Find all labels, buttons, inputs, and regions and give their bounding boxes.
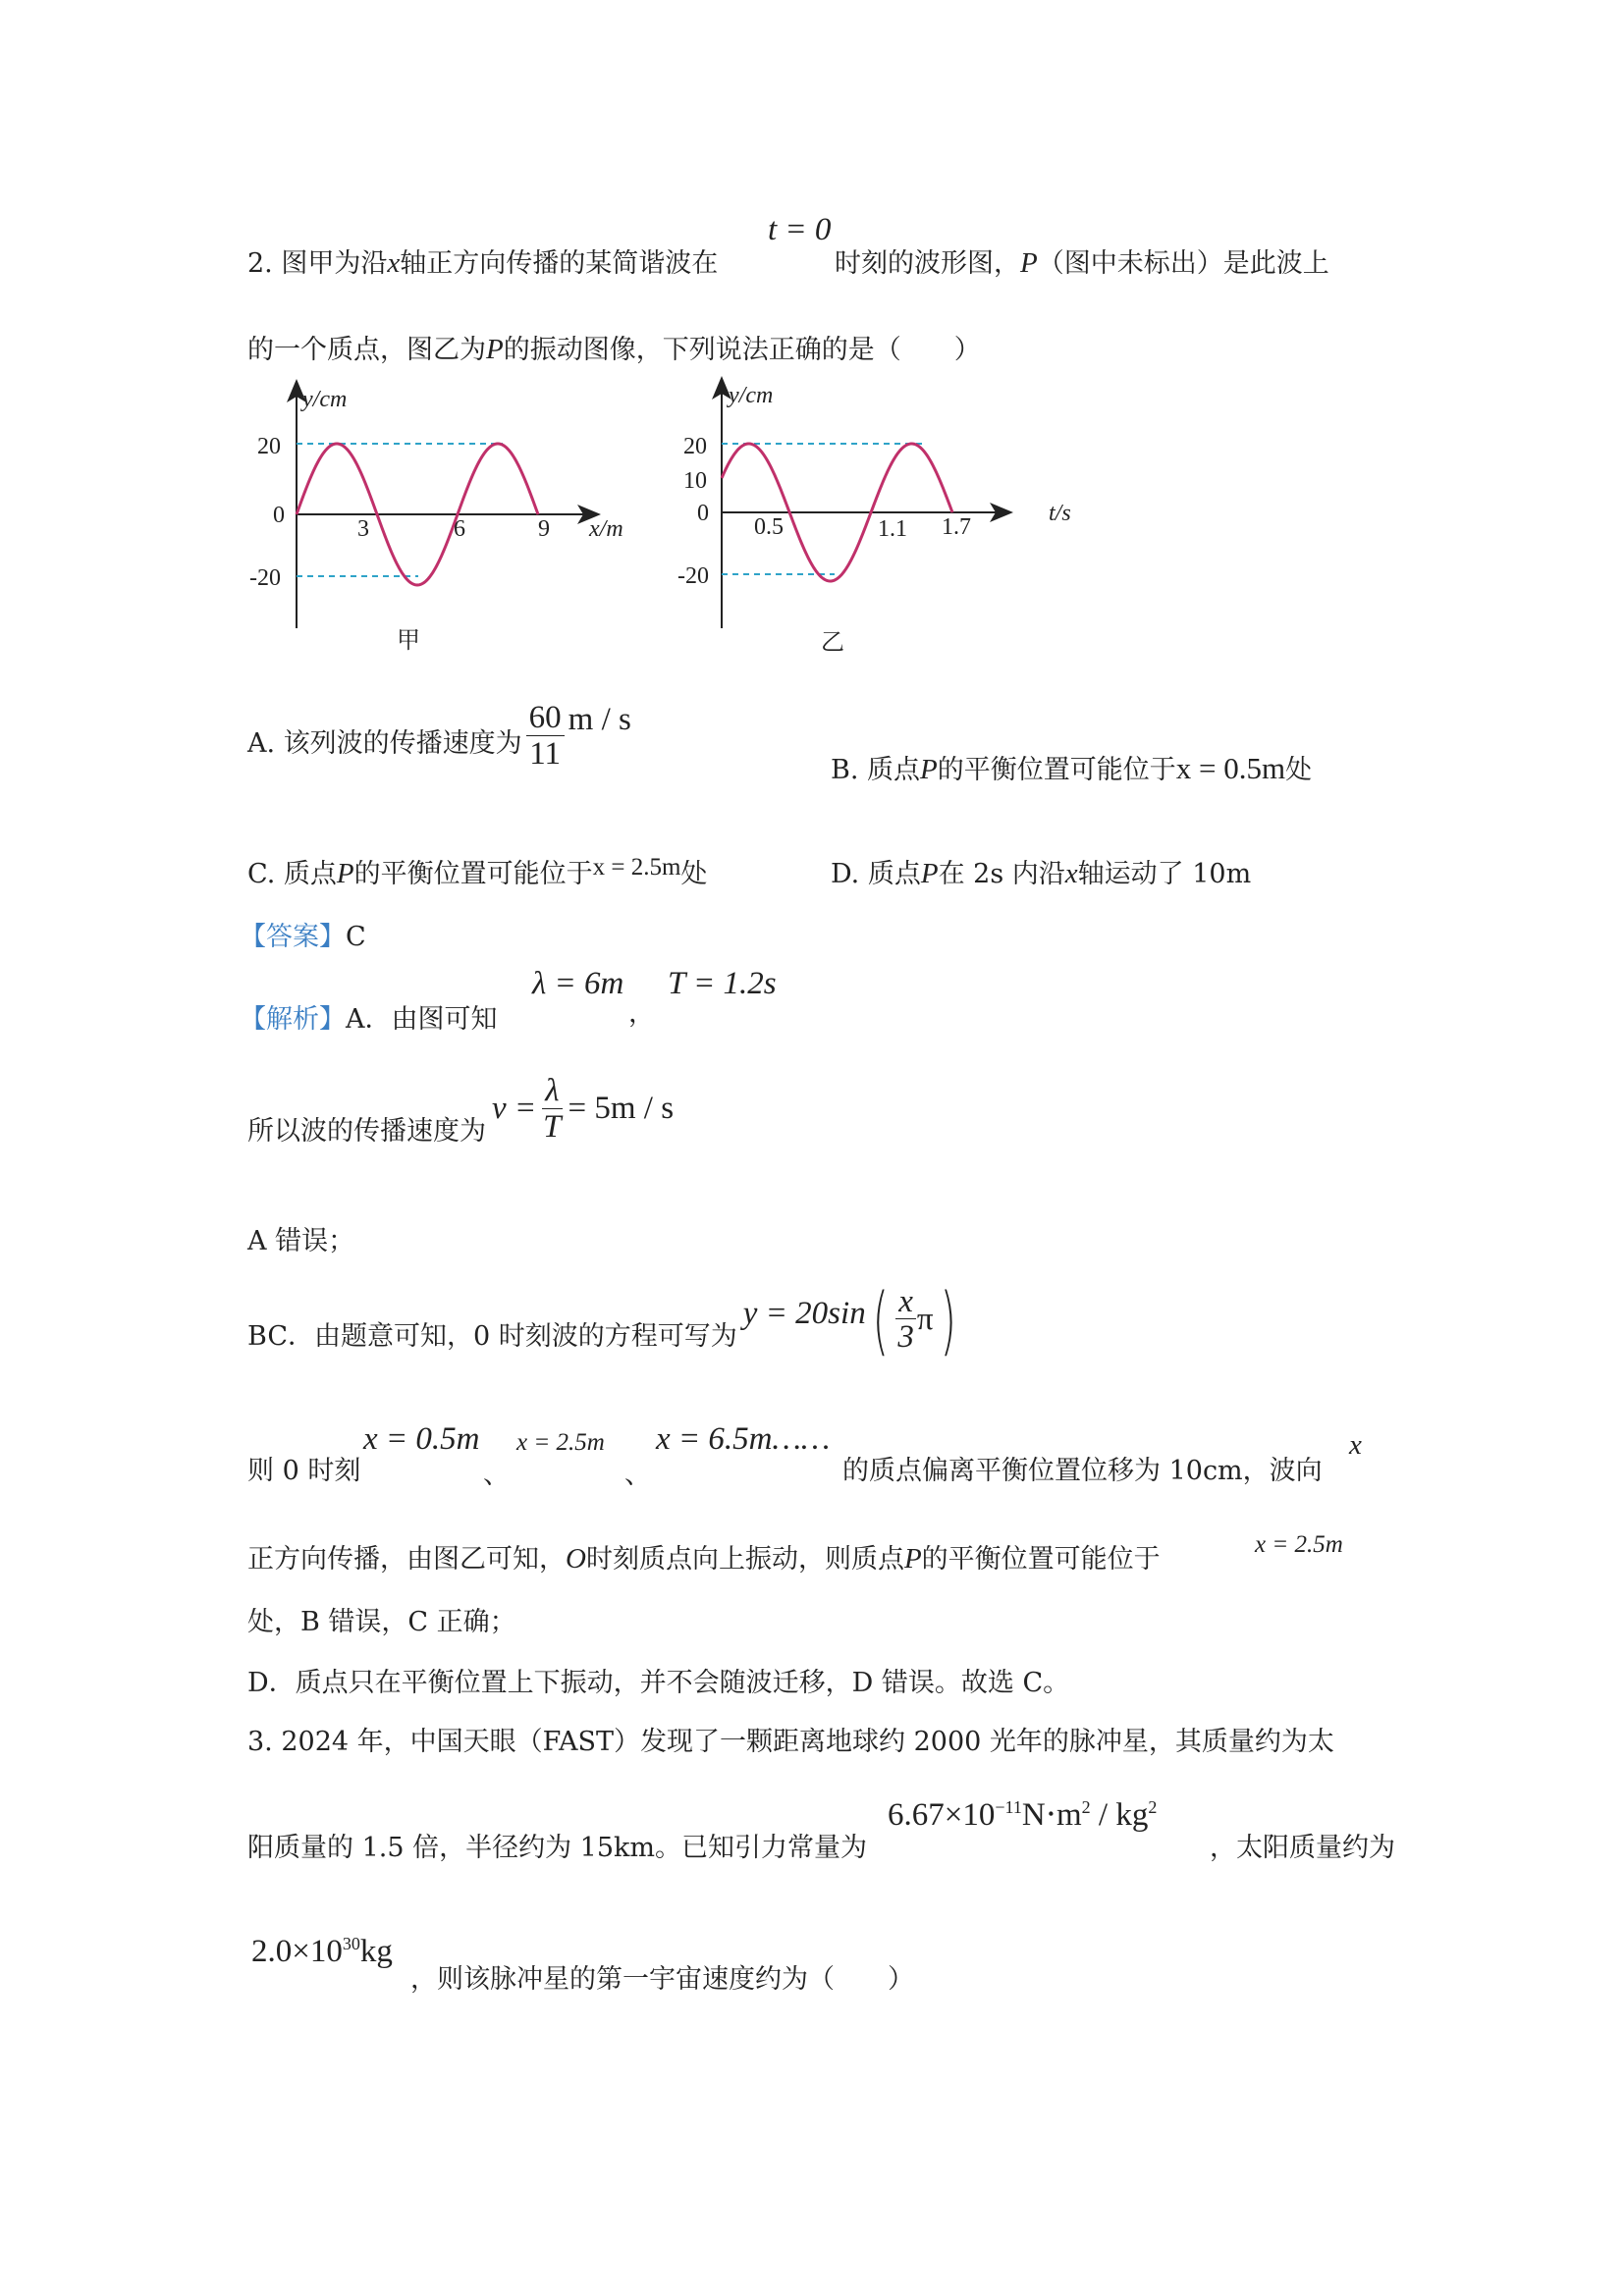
yi-ylabel: y/cm xyxy=(729,383,774,408)
option-D-P: P xyxy=(920,858,939,889)
option-A-unit: m / s xyxy=(568,701,631,737)
yi-ytick-neg20: -20 xyxy=(677,563,709,589)
yi-ytick-20: 20 xyxy=(683,434,707,459)
analysis-eq-den: 3 xyxy=(897,1319,914,1356)
q2-line1 xyxy=(247,241,718,280)
option-C xyxy=(247,852,707,890)
analysis-conclusion: 处，B 错误，C 正确； xyxy=(247,1607,516,1637)
analysis-dir-mid: 时刻质点向上振动，则质点 xyxy=(585,1544,904,1575)
analysis-dir-line xyxy=(247,1537,1161,1575)
answer-label: 【答案】 xyxy=(240,922,346,952)
option-B xyxy=(831,748,1312,786)
analysis-bc-text: BC．由题意可知，0 时刻波的方程可写为 xyxy=(247,1321,737,1352)
option-B-P: P xyxy=(920,754,938,785)
analysis-speed-num: λ xyxy=(542,1074,562,1109)
option-A xyxy=(247,701,631,772)
figure-jia xyxy=(236,373,648,667)
option-D xyxy=(831,852,1251,890)
analysis-sep1: 、 xyxy=(483,1460,510,1490)
analysis-line1 xyxy=(240,997,498,1036)
q2-text-3: 时刻的波形图， xyxy=(835,248,1020,279)
jia-ytick-20: 20 xyxy=(257,434,281,459)
jia-xlabel: x/m xyxy=(589,516,623,542)
option-B-value: x = 0.5m xyxy=(1175,751,1286,785)
analysis-bc xyxy=(247,1276,962,1363)
analysis-period: T = 1.2s xyxy=(668,966,777,1001)
option-B-mid: 的平衡位置可能位于 xyxy=(937,755,1176,785)
q2-line2 xyxy=(247,328,981,366)
analysis-a-wrong: A 错误； xyxy=(247,1226,355,1256)
option-C-mid: 的平衡位置可能位于 xyxy=(353,859,593,889)
right-paren: ) xyxy=(940,1276,956,1363)
jia-ylabel: y/cm xyxy=(302,387,348,412)
jia-ytick-0: 0 xyxy=(273,503,285,528)
q2-text-4: （图中未标出）是此波上 xyxy=(1037,248,1329,279)
option-D-mid: 在 2s 内沿 xyxy=(938,859,1065,889)
analysis-speed-value: = 5m / s xyxy=(568,1091,675,1127)
analysis-sep2: 、 xyxy=(624,1460,651,1490)
analysis-disp: 的质点偏离平衡位置位移为 10cm，波向 xyxy=(842,1456,1323,1486)
q3-line1: 3. 2024 年，中国天眼（FAST）发现了一颗距离地球约 2000 光年的脉冲星，其质量约为太 xyxy=(247,1727,1334,1757)
q2-t0: t = 0 xyxy=(768,212,832,247)
q2-line1-end xyxy=(835,241,1329,280)
option-D-end: 轴运动了 10m xyxy=(1077,859,1252,889)
option-A-den: 11 xyxy=(529,735,562,772)
q2-var-P2: P xyxy=(486,334,504,365)
option-A-text: A. 该列波的传播速度为 xyxy=(247,727,522,759)
jia-ytick-neg20: -20 xyxy=(249,565,281,591)
q3-line2b: ，太阳质量约为 xyxy=(1210,1833,1395,1863)
answer-value: C xyxy=(346,922,366,952)
yi-xtick-17: 1.7 xyxy=(942,514,971,540)
figure-yi xyxy=(668,373,1100,667)
yi-ytick-10: 10 xyxy=(683,468,707,494)
analysis-x-dir: x xyxy=(1349,1429,1362,1461)
analysis-eq-num: x xyxy=(895,1285,916,1320)
analysis-x05: x = 0.5m xyxy=(363,1421,480,1457)
analysis-x25: x = 2.5m xyxy=(516,1429,605,1456)
yi-xtick-11: 1.1 xyxy=(878,516,907,542)
q3-line3: ，则该脉冲星的第一宇宙速度约为（ ） xyxy=(410,1964,914,1995)
q3-gravity-constant: $6.67\times 10^{-11}N\cdot m^2 / kg^2$ xyxy=(888,1797,1158,1833)
analysis-eq-fraction xyxy=(894,1285,917,1356)
analysis-then0: 则 0 时刻 xyxy=(247,1456,361,1486)
option-C-text: C. 质点 xyxy=(247,859,337,889)
analysis-x25b: x = 2.5m xyxy=(1255,1531,1343,1558)
answer-line xyxy=(240,915,366,953)
option-A-fraction xyxy=(526,701,565,772)
analysis-a1: A．由图可知 xyxy=(346,1004,498,1035)
option-B-end: 处 xyxy=(1285,755,1313,785)
analysis-dir-P: P xyxy=(903,1543,922,1575)
analysis-label: 【解析】 xyxy=(240,1004,346,1035)
option-C-value: x = 2.5m xyxy=(592,854,681,881)
jia-xtick-6: 6 xyxy=(454,516,465,542)
option-D-text: D. 质点 xyxy=(831,859,921,889)
option-A-num: 60 xyxy=(526,701,565,736)
analysis-dir-end: 的平衡位置可能位于 xyxy=(921,1544,1161,1575)
analysis-speed-den: T xyxy=(543,1108,562,1145)
option-B-text: B. 质点 xyxy=(831,755,921,785)
option-D-x: x xyxy=(1064,858,1078,889)
analysis-v: v = xyxy=(492,1091,537,1127)
analysis-dir-text: 正方向传播，由图乙可知， xyxy=(247,1544,566,1575)
analysis-speed-text: 所以波的传播速度为 xyxy=(247,1116,486,1148)
q2-var-x: x xyxy=(387,247,401,279)
yi-xlabel: t/s xyxy=(1049,501,1071,526)
option-C-P: P xyxy=(336,858,354,889)
q3-line2a: 阳质量的 1.5 倍，半径约为 15km。已知引力常量为 xyxy=(247,1833,868,1863)
q3-sun-mass: $2.0\times 10^{30}kg$ xyxy=(251,1934,393,1969)
analysis-comma: ， xyxy=(628,998,655,1029)
analysis-O: O xyxy=(566,1543,586,1575)
analysis-speed-fraction xyxy=(540,1074,564,1145)
analysis-eq-pi: π xyxy=(916,1302,934,1337)
yi-xtick-05: 0.5 xyxy=(754,514,784,540)
analysis-speed xyxy=(247,1073,675,1148)
analysis-x65: x = 6.5m…… xyxy=(656,1421,831,1457)
yi-caption: 乙 xyxy=(821,630,844,656)
analysis-d-line: D．质点只在平衡位置上下振动，并不会随波迁移，D 错误。故选 C。 xyxy=(247,1668,1070,1698)
yi-ytick-0: 0 xyxy=(697,501,709,526)
jia-caption: 甲 xyxy=(397,628,420,654)
q2-text-1: 2. 图甲为沿 xyxy=(247,248,388,279)
analysis-wave-eq: y = 20sin xyxy=(742,1296,866,1331)
jia-xtick-9: 9 xyxy=(538,516,550,542)
option-C-end: 处 xyxy=(680,859,708,889)
jia-xtick-3: 3 xyxy=(357,516,369,542)
left-paren: ( xyxy=(872,1276,889,1363)
q2-text-2: 轴正方向传播的某简谐波在 xyxy=(400,248,719,279)
q2-text-6: 的振动图像，下列说法正确的是（ ） xyxy=(503,335,981,365)
analysis-lambda: λ = 6m xyxy=(532,966,624,1001)
q2-text-5: 的一个质点，图乙为 xyxy=(247,335,486,365)
q2-var-P: P xyxy=(1020,247,1038,279)
